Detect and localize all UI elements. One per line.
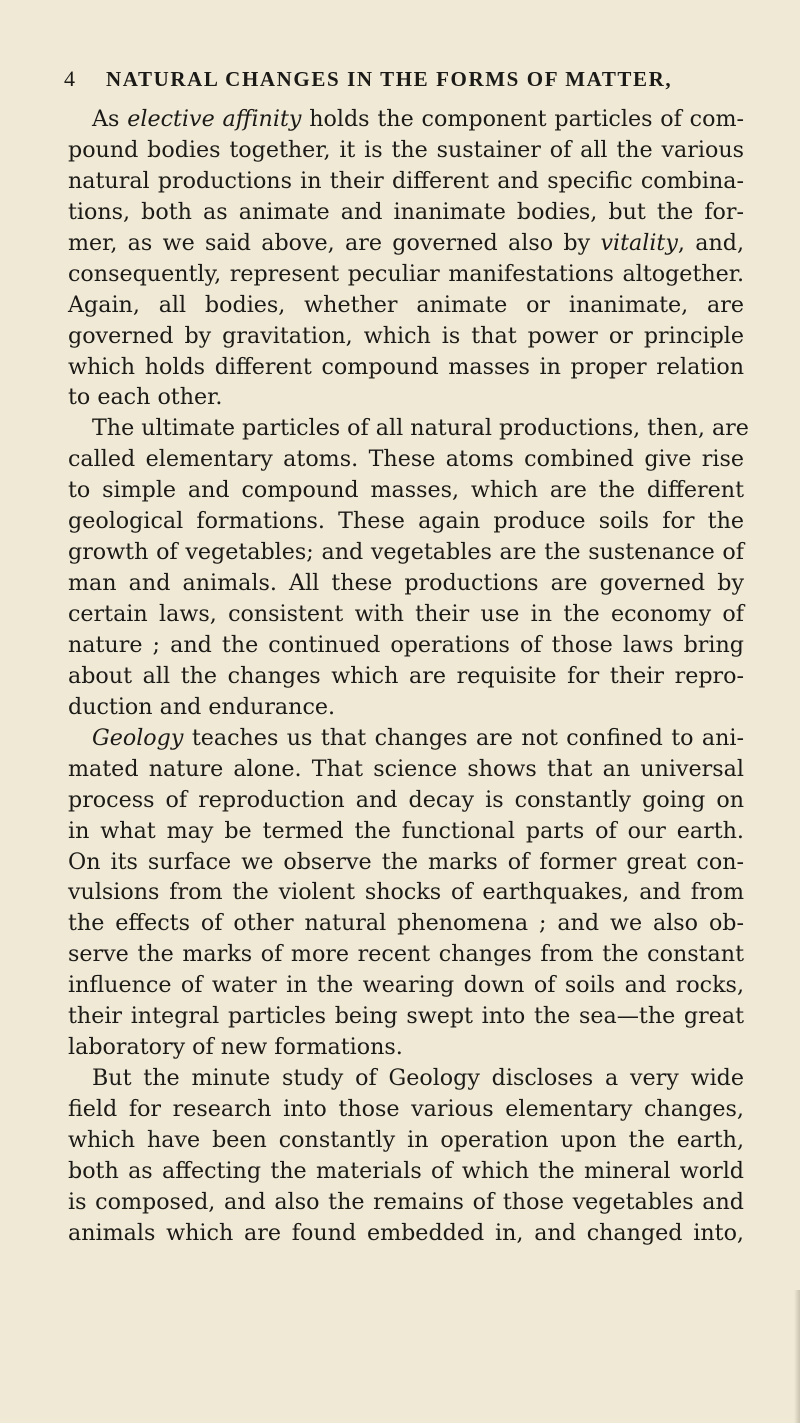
text-run: As: [92, 106, 128, 132]
text-run: the effects of other natural phenomena ; and we also ob-: [68, 910, 744, 937]
text-line: [68, 908, 744, 939]
italic-term: Geology: [92, 724, 184, 751]
text-line: [68, 382, 744, 413]
text-line: [68, 754, 744, 785]
text-line: [68, 259, 744, 290]
text-run: which have been constantly in operation upon the earth,: [68, 1126, 744, 1153]
text-line: [68, 1063, 744, 1094]
text-run: pound bodies together, it is the sustainer of all the various: [68, 136, 744, 163]
text-run: man and animals. All these productions are governed by: [68, 570, 744, 597]
text-run: both as affecting the materials of which the mineral world: [68, 1157, 744, 1184]
text-line: [68, 939, 744, 970]
page-edge-shadow: [794, 1290, 800, 1423]
text-line: [68, 692, 744, 723]
text-line: [68, 166, 744, 197]
text-run: , and,: [677, 229, 744, 256]
text-run: which holds different compound masses in proper relation: [68, 353, 744, 380]
paragraph: [68, 723, 744, 1063]
text-run: is composed, and also the remains of those vegetables and: [68, 1188, 744, 1215]
text-run: The ultimate particles of all natural productions, then, are: [92, 415, 749, 442]
text-run: serve the marks of more recent changes from the constant: [68, 941, 744, 968]
text-run: holds the component particles of com-: [301, 106, 744, 132]
text-line: [68, 228, 744, 259]
text-run: growth of vegetables; and vegetables are the sustenance of: [68, 539, 744, 566]
text-run: Again, all bodies, whether animate or inanimate, are: [68, 291, 744, 318]
text-line: [68, 1094, 744, 1125]
text-line: [68, 1218, 744, 1249]
text-line: [68, 816, 744, 847]
text-run: laboratory of new formations.: [68, 1034, 403, 1061]
text-run: mer, as we said above, are governed also by: [68, 229, 601, 256]
text-line: [68, 630, 744, 661]
text-line: [68, 568, 744, 599]
text-run: animals which are found embedded in, and changed into,: [68, 1219, 744, 1246]
text-line: [68, 661, 744, 692]
text-run: influence of water in the wearing down of soils and rocks,: [68, 972, 744, 999]
text-run: process of reproduction and decay is constantly going on: [68, 786, 744, 813]
text-line: [68, 444, 744, 475]
text-run: natural productions in their different and specific combina-: [68, 167, 744, 194]
text-line: [68, 135, 744, 166]
text-line: [68, 506, 744, 537]
text-run: mated nature alone. That science shows that an universal: [68, 755, 744, 782]
text-run: about all the changes which are requisite for their repro-: [68, 662, 744, 689]
text-run: certain laws, consistent with their use in the economy of: [68, 601, 744, 627]
text-line: [68, 197, 744, 228]
text-run: geological formations. These again produce soils for the: [68, 508, 744, 535]
text-line: [68, 970, 744, 1001]
text-run: But the minute study of Geology discloses a very wide: [92, 1065, 744, 1092]
text-run: vulsions from the violent shocks of earthquakes, and from: [68, 879, 744, 906]
text-run: called elementary atoms. These atoms combined give rise: [68, 446, 744, 473]
text-line: [68, 1187, 744, 1218]
text-line: [68, 290, 744, 321]
text-run: nature ; and the continued operations of those laws bring: [68, 631, 744, 658]
text-run: On its surface we observe the marks of former great con-: [68, 848, 744, 875]
paragraph: [68, 104, 744, 413]
text-run: teaches us that changes are not confined to ani-: [183, 724, 744, 751]
body-text: [68, 104, 749, 1249]
italic-term: vitality: [600, 229, 678, 256]
text-run: their integral particles being swept into the sea—the great: [68, 1003, 744, 1030]
text-line: [68, 104, 744, 135]
text-line: [68, 413, 749, 444]
text-line: [68, 877, 744, 908]
text-run: consequently, represent peculiar manifestations altogether.: [68, 260, 744, 287]
text-run: to each other.: [68, 384, 223, 411]
text-line: [68, 475, 744, 506]
running-head: [64, 64, 736, 94]
text-line: [68, 1125, 744, 1156]
text-run: in what may be termed the functional parts of our earth.: [68, 817, 744, 844]
text-run: field for research into those various elementary changes,: [68, 1096, 744, 1122]
text-line: [68, 1001, 744, 1032]
text-line: [68, 785, 744, 816]
text-line: [68, 599, 744, 630]
text-line: [68, 352, 744, 383]
text-line: [68, 1032, 744, 1063]
running-title: NATURAL CHANGES IN THE FORMS OF MATTER,: [106, 66, 673, 91]
text-run: duction and endurance.: [68, 693, 336, 720]
text-run: governed by gravitation, which is that power or principle: [68, 322, 744, 349]
page-number: 4: [64, 66, 77, 91]
text-line: [68, 723, 744, 754]
text-run: tions, both as animate and inanimate bodies, but the for-: [68, 198, 744, 225]
italic-term: elective affinity: [127, 106, 302, 132]
text-line: [68, 847, 744, 878]
paragraph: [68, 413, 749, 722]
text-run: to simple and compound masses, which are the different: [68, 477, 744, 504]
paragraph: [68, 1063, 744, 1249]
text-line: [68, 321, 744, 352]
text-line: [68, 1156, 744, 1187]
text-line: [68, 537, 744, 568]
